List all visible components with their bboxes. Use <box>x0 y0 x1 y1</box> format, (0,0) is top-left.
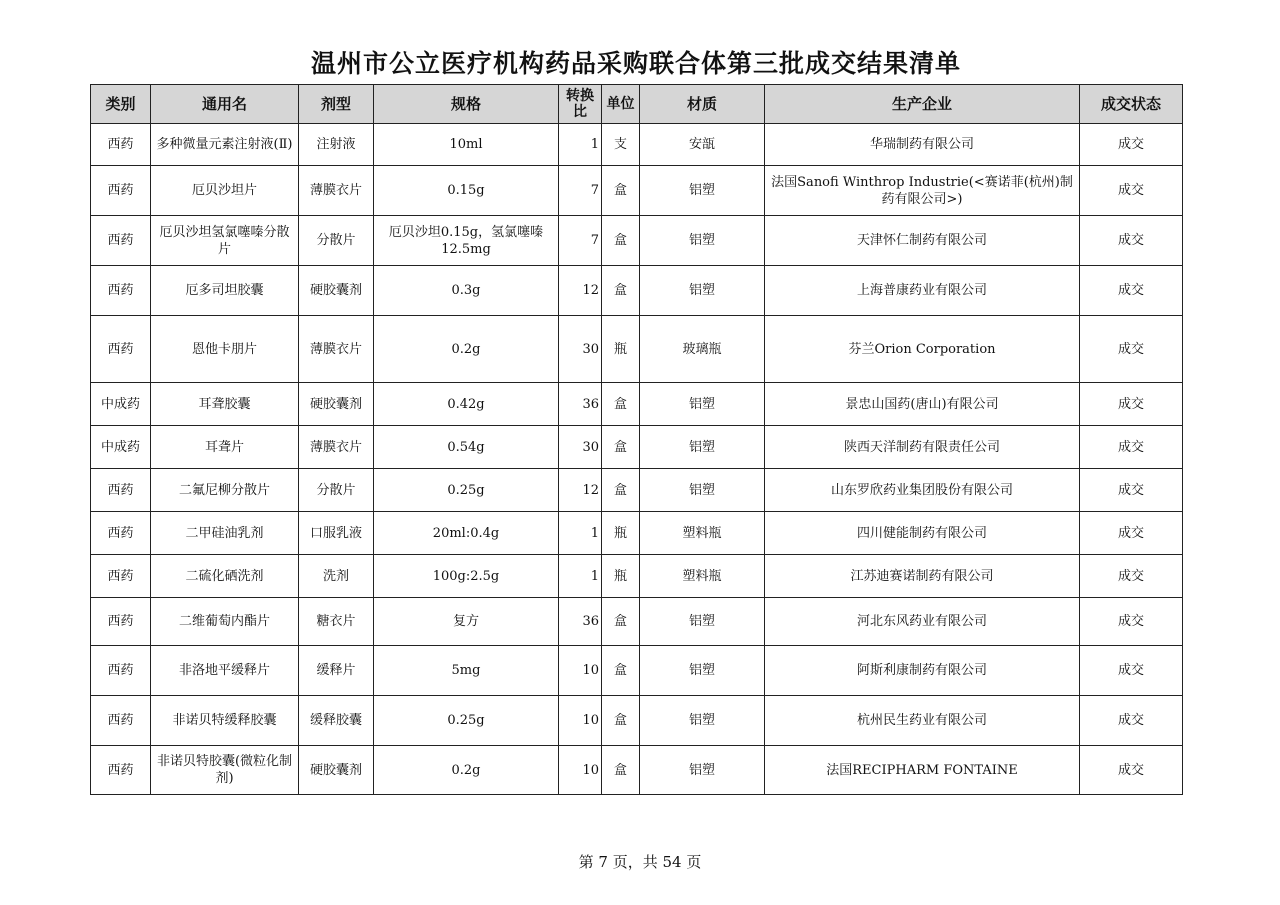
cell-generic-name: 恩他卡朋片 <box>151 316 299 383</box>
cell-dosage-form: 糖衣片 <box>299 598 374 646</box>
cell-status: 成交 <box>1080 555 1183 598</box>
cell-ratio: 30 <box>559 316 602 383</box>
cell-status: 成交 <box>1080 216 1183 266</box>
cell-dosage-form: 分散片 <box>299 216 374 266</box>
cell-material: 铝塑 <box>640 383 765 426</box>
cell-ratio: 10 <box>559 696 602 746</box>
cell-material: 塑料瓶 <box>640 512 765 555</box>
cell-status: 成交 <box>1080 426 1183 469</box>
cell-spec: 0.15g <box>374 166 559 216</box>
cell-material: 安瓿 <box>640 124 765 166</box>
cell-category: 西药 <box>91 646 151 696</box>
cell-unit: 瓶 <box>602 555 640 598</box>
cell-generic-name: 非诺贝特胶囊(微粒化制剂) <box>151 746 299 795</box>
cell-category: 西药 <box>91 166 151 216</box>
cell-dosage-form: 缓释片 <box>299 646 374 696</box>
cell-ratio: 12 <box>559 266 602 316</box>
cell-generic-name: 非诺贝特缓释胶囊 <box>151 696 299 746</box>
cell-status: 成交 <box>1080 383 1183 426</box>
cell-status: 成交 <box>1080 166 1183 216</box>
cell-ratio: 1 <box>559 512 602 555</box>
cell-category: 西药 <box>91 216 151 266</box>
cell-dosage-form: 注射液 <box>299 124 374 166</box>
cell-generic-name: 厄多司坦胶囊 <box>151 266 299 316</box>
cell-manufacturer: 江苏迪赛诺制药有限公司 <box>765 555 1080 598</box>
cell-spec: 0.25g <box>374 696 559 746</box>
col-header-dosage-form: 剂型 <box>299 85 374 124</box>
col-header-status: 成交状态 <box>1080 85 1183 124</box>
table-row <box>91 555 1183 598</box>
table-row <box>91 746 1183 795</box>
cell-unit: 盒 <box>602 598 640 646</box>
cell-unit: 盒 <box>602 746 640 795</box>
cell-unit: 盒 <box>602 696 640 746</box>
cell-spec: 100g:2.5g <box>374 555 559 598</box>
table-row <box>91 469 1183 512</box>
cell-material: 铝塑 <box>640 166 765 216</box>
cell-category: 西药 <box>91 316 151 383</box>
cell-dosage-form: 薄膜衣片 <box>299 316 374 383</box>
cell-dosage-form: 缓释胶囊 <box>299 696 374 746</box>
cell-manufacturer: 四川健能制药有限公司 <box>765 512 1080 555</box>
table-row <box>91 598 1183 646</box>
cell-generic-name: 厄贝沙坦氢氯噻嗪分散片 <box>151 216 299 266</box>
cell-unit: 瓶 <box>602 316 640 383</box>
cell-manufacturer: 阿斯利康制药有限公司 <box>765 646 1080 696</box>
cell-spec: 0.2g <box>374 746 559 795</box>
cell-spec: 20ml:0.4g <box>374 512 559 555</box>
cell-material: 铝塑 <box>640 216 765 266</box>
results-table <box>90 84 1183 795</box>
cell-category: 西药 <box>91 696 151 746</box>
cell-status: 成交 <box>1080 124 1183 166</box>
cell-unit: 盒 <box>602 469 640 512</box>
cell-status: 成交 <box>1080 512 1183 555</box>
cell-status: 成交 <box>1080 469 1183 512</box>
cell-generic-name: 耳聋片 <box>151 426 299 469</box>
table-row <box>91 166 1183 216</box>
cell-ratio: 36 <box>559 383 602 426</box>
cell-spec: 10ml <box>374 124 559 166</box>
cell-category: 西药 <box>91 469 151 512</box>
col-header-spec: 规格 <box>374 85 559 124</box>
cell-material: 玻璃瓶 <box>640 316 765 383</box>
cell-ratio: 1 <box>559 124 602 166</box>
cell-unit: 盒 <box>602 426 640 469</box>
cell-generic-name: 二硫化硒洗剂 <box>151 555 299 598</box>
col-header-manufacturer: 生产企业 <box>765 85 1080 124</box>
cell-manufacturer: 法国RECIPHARM FONTAINE <box>765 746 1080 795</box>
table-row <box>91 646 1183 696</box>
cell-unit: 支 <box>602 124 640 166</box>
cell-spec: 厄贝沙坦0.15g，氢氯噻嗪12.5mg <box>374 216 559 266</box>
col-header-unit: 单位 <box>602 85 640 124</box>
table-row <box>91 383 1183 426</box>
cell-dosage-form: 硬胶囊剂 <box>299 746 374 795</box>
cell-spec: 0.2g <box>374 316 559 383</box>
cell-generic-name: 二氟尼柳分散片 <box>151 469 299 512</box>
cell-spec: 0.54g <box>374 426 559 469</box>
cell-spec: 0.42g <box>374 383 559 426</box>
col-header-ratio: 转换比 <box>559 85 602 124</box>
cell-manufacturer: 华瑞制药有限公司 <box>765 124 1080 166</box>
cell-manufacturer: 景忠山国药(唐山)有限公司 <box>765 383 1080 426</box>
cell-spec: 5mg <box>374 646 559 696</box>
col-header-generic-name: 通用名 <box>151 85 299 124</box>
cell-status: 成交 <box>1080 746 1183 795</box>
cell-dosage-form: 分散片 <box>299 469 374 512</box>
cell-status: 成交 <box>1080 646 1183 696</box>
cell-dosage-form: 口服乳液 <box>299 512 374 555</box>
col-header-material: 材质 <box>640 85 765 124</box>
cell-dosage-form: 薄膜衣片 <box>299 426 374 469</box>
cell-ratio: 7 <box>559 216 602 266</box>
cell-manufacturer: 杭州民生药业有限公司 <box>765 696 1080 746</box>
header-row <box>91 85 1183 124</box>
cell-category: 西药 <box>91 512 151 555</box>
cell-spec: 复方 <box>374 598 559 646</box>
cell-material: 铝塑 <box>640 469 765 512</box>
table-row <box>91 266 1183 316</box>
table-row <box>91 124 1183 166</box>
cell-dosage-form: 薄膜衣片 <box>299 166 374 216</box>
cell-status: 成交 <box>1080 316 1183 383</box>
cell-unit: 盒 <box>602 383 640 426</box>
cell-unit: 盒 <box>602 646 640 696</box>
cell-ratio: 7 <box>559 166 602 216</box>
cell-category: 西药 <box>91 598 151 646</box>
cell-manufacturer: 山东罗欣药业集团股份有限公司 <box>765 469 1080 512</box>
cell-ratio: 10 <box>559 646 602 696</box>
cell-material: 塑料瓶 <box>640 555 765 598</box>
cell-unit: 盒 <box>602 216 640 266</box>
cell-spec: 0.25g <box>374 469 559 512</box>
col-header-category: 类别 <box>91 85 151 124</box>
cell-generic-name: 厄贝沙坦片 <box>151 166 299 216</box>
cell-material: 铝塑 <box>640 266 765 316</box>
cell-category: 西药 <box>91 266 151 316</box>
cell-material: 铝塑 <box>640 598 765 646</box>
table-body <box>91 124 1183 795</box>
cell-manufacturer: 河北东风药业有限公司 <box>765 598 1080 646</box>
cell-material: 铝塑 <box>640 746 765 795</box>
table-row <box>91 316 1183 383</box>
cell-generic-name: 二维葡萄内酯片 <box>151 598 299 646</box>
cell-category: 西药 <box>91 555 151 598</box>
cell-manufacturer: 芬兰Orion Corporation <box>765 316 1080 383</box>
cell-manufacturer: 上海普康药业有限公司 <box>765 266 1080 316</box>
cell-category: 西药 <box>91 124 151 166</box>
cell-ratio: 1 <box>559 555 602 598</box>
cell-generic-name: 二甲硅油乳剂 <box>151 512 299 555</box>
cell-category: 中成药 <box>91 426 151 469</box>
cell-dosage-form: 硬胶囊剂 <box>299 383 374 426</box>
cell-unit: 盒 <box>602 266 640 316</box>
cell-status: 成交 <box>1080 598 1183 646</box>
cell-ratio: 12 <box>559 469 602 512</box>
cell-material: 铝塑 <box>640 696 765 746</box>
cell-generic-name: 多种微量元素注射液(Ⅱ) <box>151 124 299 166</box>
cell-material: 铝塑 <box>640 426 765 469</box>
cell-spec: 0.3g <box>374 266 559 316</box>
cell-manufacturer: 法国Sanofi Winthrop Industrie(<赛诺菲(杭州)制药有限公司>) <box>765 166 1080 216</box>
table-row <box>91 512 1183 555</box>
cell-category: 中成药 <box>91 383 151 426</box>
cell-status: 成交 <box>1080 266 1183 316</box>
cell-unit: 盒 <box>602 166 640 216</box>
table-row <box>91 216 1183 266</box>
cell-manufacturer: 陕西天洋制药有限责任公司 <box>765 426 1080 469</box>
cell-unit: 瓶 <box>602 512 640 555</box>
page-number: 第 7 页，共 54 页 <box>578 853 702 871</box>
cell-generic-name: 非洛地平缓释片 <box>151 646 299 696</box>
document-title: 温州市公立医疗机构药品采购联合体第三批成交结果清单 <box>310 49 961 78</box>
table-row <box>91 426 1183 469</box>
table-row <box>91 696 1183 746</box>
cell-dosage-form: 洗剂 <box>299 555 374 598</box>
cell-generic-name: 耳聋胶囊 <box>151 383 299 426</box>
cell-dosage-form: 硬胶囊剂 <box>299 266 374 316</box>
cell-manufacturer: 天津怀仁制药有限公司 <box>765 216 1080 266</box>
cell-material: 铝塑 <box>640 646 765 696</box>
cell-category: 西药 <box>91 746 151 795</box>
cell-ratio: 10 <box>559 746 602 795</box>
cell-ratio: 30 <box>559 426 602 469</box>
cell-ratio: 36 <box>559 598 602 646</box>
cell-status: 成交 <box>1080 696 1183 746</box>
